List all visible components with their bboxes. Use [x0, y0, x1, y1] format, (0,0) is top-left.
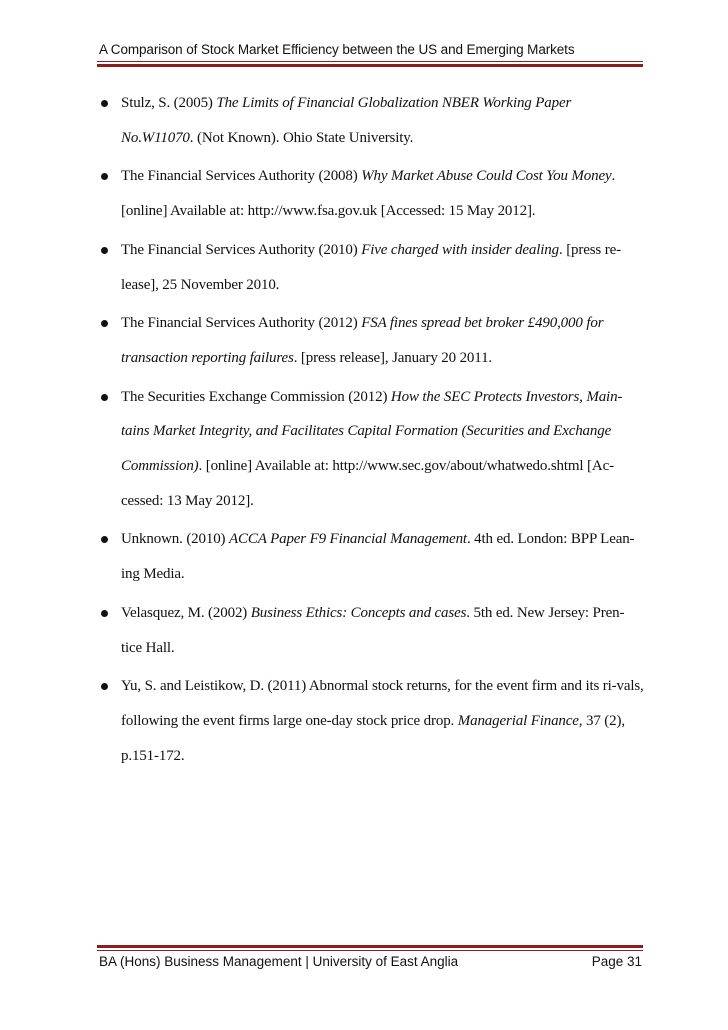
reference-title: ACCA Paper F9 Financial Management	[229, 531, 467, 548]
reference-author-year: The Financial Services Authority (2008)	[121, 168, 362, 185]
bullet-icon	[101, 536, 108, 543]
reference-text	[121, 315, 603, 366]
reference-list	[99, 86, 644, 777]
reference-author-year: Stulz, S. (2005)	[121, 95, 217, 111]
reference-author-year: The Securities Exchange Commission (2012)	[121, 388, 391, 405]
reference-item-stulz	[99, 86, 644, 155]
header-rule-thin	[97, 61, 643, 62]
bullet-icon	[101, 247, 108, 254]
reference-details: . 5th ed. New Jersey: Pren-tice Hall.	[121, 604, 625, 656]
reference-item-fsa-2012	[99, 306, 644, 375]
bullet-icon	[101, 320, 108, 327]
reference-author-year: Unknown. (2010)	[121, 531, 230, 548]
reference-text	[121, 531, 634, 582]
footer-rule-thin	[97, 950, 643, 951]
reference-title: How the SEC Protects Investors, Main-tains Market Integrity, and Facilitates Capital Formation (Securities and Exchange Commission)	[121, 388, 623, 475]
reference-item-sec	[99, 380, 644, 519]
reference-title: Why Market Abuse Could Cost You Money	[361, 168, 612, 185]
bullet-icon	[101, 683, 108, 690]
reference-item-acca	[99, 522, 644, 591]
reference-item-fsa-2010	[99, 233, 644, 302]
running-header: A Comparison of Stock Market Efficiency between the US and Emerging Markets	[99, 42, 575, 57]
reference-details: . 4th ed. London: BPP Lean-ing Media.	[121, 531, 635, 583]
reference-details: . [online] Available at: http://www.sec.gov/about/whatwedo.shtml [Ac-cessed: 13 May 2012].	[121, 458, 614, 509]
reference-details: . [press re-lease], 25 November 2010.	[121, 241, 621, 293]
bullet-icon	[101, 100, 108, 107]
reference-details: . [online] Available at: http://www.fsa.gov.uk [Accessed: 15 May 2012].	[121, 168, 616, 220]
reference-author-year: Velasquez, M. (2002)	[121, 604, 251, 621]
reference-text	[121, 168, 615, 219]
reference-title: The Limits of Financial Globalization NBER Working Paper No.W11070	[121, 95, 572, 146]
reference-author-year: Yu, S. and Leistikow, D. (2011) Abnormal stock returns, for the event firm and its ri-vals, following the event firms large one-day stock price drop.	[121, 678, 644, 729]
reference-text	[121, 389, 622, 509]
reference-text	[121, 242, 621, 293]
reference-text	[121, 678, 644, 763]
reference-details: . (Not Known). Ohio State University.	[189, 129, 414, 146]
reference-author-year: The Financial Services Authority (2012)	[121, 315, 362, 332]
reference-item-yu	[99, 669, 644, 773]
header-rule-thick	[97, 64, 643, 67]
reference-details: , 37 (2), p.151-172.	[121, 712, 625, 764]
reference-item-velasquez	[99, 596, 644, 665]
reference-text	[121, 95, 571, 146]
reference-title: Managerial Finance	[457, 712, 579, 729]
footer-program-text: BA (Hons) Business Management | University of East Anglia	[99, 954, 459, 969]
bullet-icon	[101, 394, 108, 401]
footer-rule-thick	[97, 945, 643, 948]
reference-title: Business Ethics: Concepts and cases	[250, 604, 467, 621]
reference-author-year: The Financial Services Authority (2010)	[121, 241, 362, 258]
reference-item-fsa-2008	[99, 159, 644, 228]
reference-text	[121, 605, 624, 656]
reference-title: FSA fines spread bet broker £490,000 for transaction reporting failures	[121, 315, 604, 366]
bullet-icon	[101, 610, 108, 617]
bullet-icon	[101, 173, 108, 180]
page-number: Page 31	[591, 954, 642, 969]
reference-details: . [press release], January 20 2011.	[293, 349, 493, 366]
reference-title: Five charged with insider dealing	[361, 241, 559, 258]
